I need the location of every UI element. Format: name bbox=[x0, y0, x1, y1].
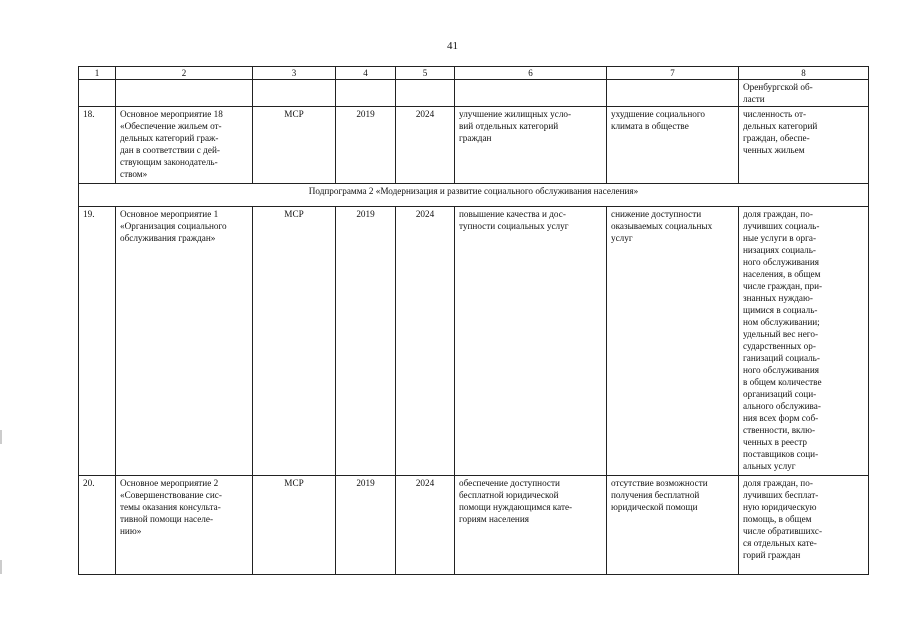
subprogram-row bbox=[79, 184, 869, 207]
col-number: 3 bbox=[253, 67, 336, 80]
column-number-row bbox=[79, 67, 869, 80]
scan-mark bbox=[0, 560, 2, 574]
subprogram-title: Подпрограмма 2 «Модернизация и развитие социального обслуживания населения» bbox=[308, 186, 639, 196]
end-year: 2024 bbox=[415, 478, 435, 488]
expected-result: улучшение жилищных усло- вий отдельных категорий граждан bbox=[459, 109, 572, 143]
measure-name: Основное мероприятие 1 «Организация социального обслуживания граждан» bbox=[120, 209, 227, 243]
executor: МСР bbox=[284, 478, 304, 488]
indicator: численность от- дельных категорий граждан, обеспе- ченных жильем bbox=[743, 109, 818, 155]
table-row bbox=[79, 107, 869, 184]
table-row bbox=[79, 476, 869, 575]
continuation-row bbox=[79, 80, 869, 107]
row-number: 20. bbox=[83, 478, 95, 488]
start-year: 2019 bbox=[356, 478, 375, 488]
row-number: 18. bbox=[83, 109, 95, 119]
consequence: отсутствие возможности получения бесплатной юридической помощи bbox=[611, 478, 708, 512]
col-number: 2 bbox=[116, 67, 253, 80]
start-year: 2019 bbox=[356, 209, 375, 219]
consequence: снижение доступности оказываемых социальных услуг bbox=[611, 209, 713, 243]
continued-indicator: Оренбургской об- ласти bbox=[743, 82, 813, 104]
measure-name: Основное мероприятие 2 «Совершенствование сис- темы оказания консульта- тивной помощи населе- нию» bbox=[120, 478, 222, 536]
row-number: 19. bbox=[83, 209, 95, 219]
executor: МСР bbox=[284, 209, 304, 219]
expected-result: обеспечение доступности бесплатной юридической помощи нуждающимся кате- гориям населения bbox=[459, 478, 573, 524]
start-year: 2019 bbox=[356, 109, 375, 119]
col-number: 6 bbox=[455, 67, 607, 80]
expected-result: повышение качества и дос- тупности социальных услуг bbox=[459, 209, 569, 231]
col-number: 1 bbox=[79, 67, 116, 80]
indicator: доля граждан, по- лучивших социаль- ные услуги в орга- низациях социаль- ного обслуживания населения, в общем числе граждан, при- знанных нуждаю- щимися в социаль- ном обслуживании; удельный вес него- сударственных ор- ганизаций социаль- ного обслуживания в общем количестве организаций соци- ального обслужива- ния всех форм соб- ственности, вклю- ченных в реестр поставщиков соци- альных услуг bbox=[743, 209, 823, 471]
page-number: 41 bbox=[447, 40, 458, 52]
measure-name: Основное мероприятие 18 «Обеспечение жильем от- дельных категорий граж- дан в соответствии с дей- ствующим законодатель- ством» bbox=[120, 109, 223, 179]
executor: МСР bbox=[284, 109, 304, 119]
table-row bbox=[79, 207, 869, 476]
col-number: 7 bbox=[607, 67, 739, 80]
measures-table bbox=[78, 66, 869, 575]
end-year: 2024 bbox=[415, 109, 435, 119]
scan-mark bbox=[0, 430, 2, 444]
col-number: 5 bbox=[396, 67, 455, 80]
col-number: 4 bbox=[336, 67, 396, 80]
consequence: ухудшение социального климата в обществе bbox=[611, 109, 705, 131]
end-year: 2024 bbox=[415, 209, 435, 219]
indicator: доля граждан, по- лучивших бесплат- ную юридическую помощь, в общем числе обратившихс- ся отдельных кате- горий граждан bbox=[743, 478, 823, 560]
col-number: 8 bbox=[739, 67, 869, 80]
